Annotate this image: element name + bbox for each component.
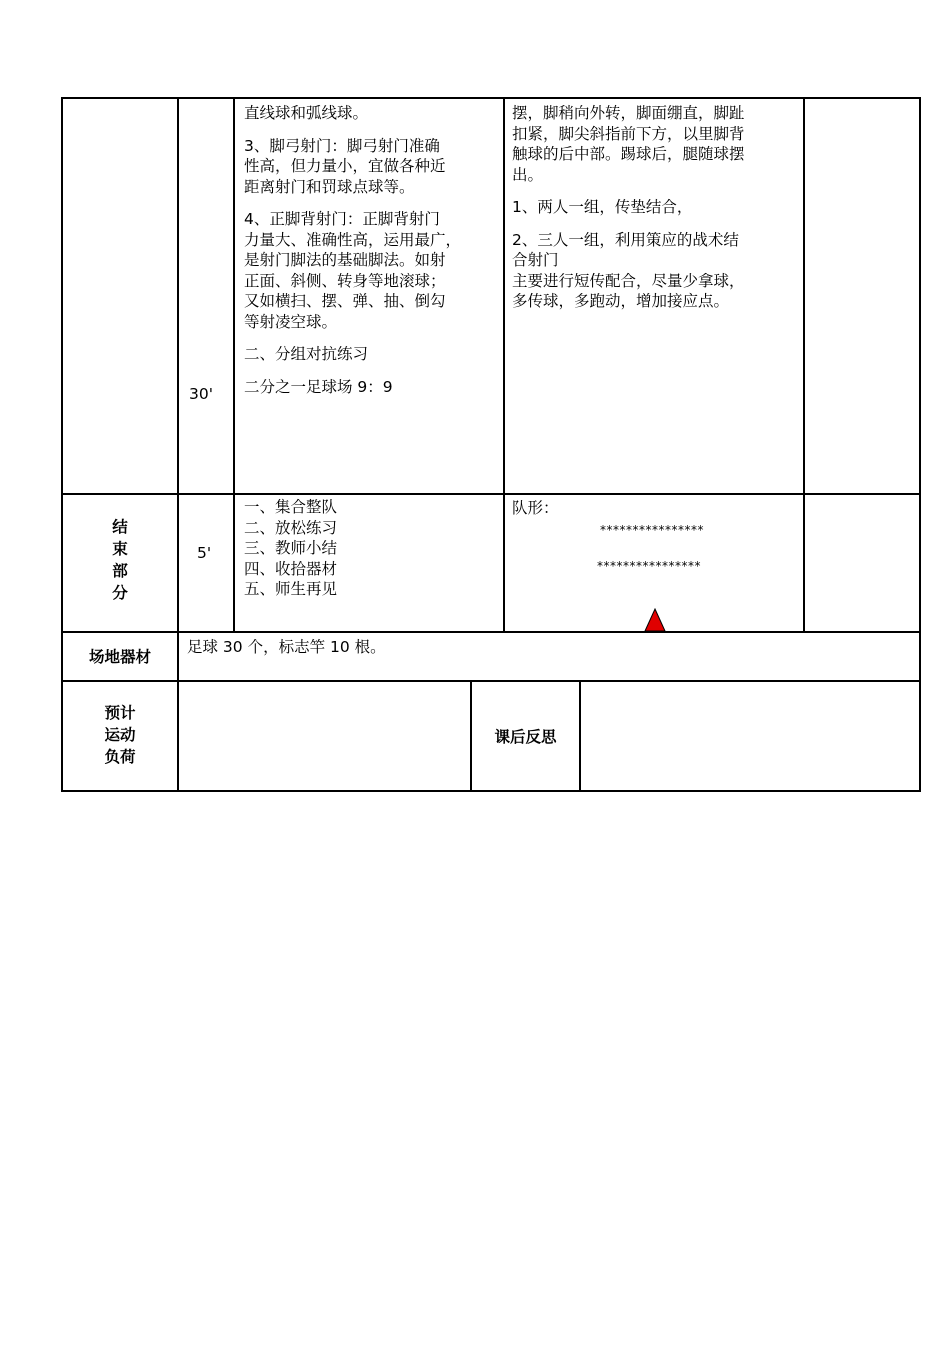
ending-item: 四、收拾器材 <box>244 559 338 578</box>
grid-line <box>919 97 921 792</box>
grid-line <box>579 680 581 792</box>
content-line: 距离射门和罚球点球等。 <box>244 177 415 196</box>
content-line: 二、分组对抗练习 <box>244 345 369 363</box>
ending-item: 五、师生再见 <box>244 580 338 598</box>
grid-line <box>61 97 63 792</box>
content-line: 又如横扫、摆、弹、抽、倒勾 <box>244 292 446 310</box>
grid-line <box>803 97 805 633</box>
method-line: 主要进行短传配合，尽量少拿球， <box>512 271 745 290</box>
load-label-line: 负荷 <box>104 748 136 766</box>
method-line: 扣紧，脚尖斜指前下方，以里脚背 <box>512 124 745 143</box>
formation-row: **************** <box>597 559 701 573</box>
ending-part-items <box>244 497 337 600</box>
method-line: 1、两人一组，传垫结合， <box>512 198 693 216</box>
main-part-content <box>244 103 461 397</box>
formation-label: 队形： <box>512 499 559 517</box>
method-line: 摆，脚稍向外转，脚面绷直，脚趾 <box>512 104 745 122</box>
load-label-line: 预计 <box>104 704 136 722</box>
content-line: 直线球和弧线球。 <box>244 104 369 122</box>
grid-line <box>61 97 921 99</box>
content-line: 正面、斜侧、转身等地滚球； <box>244 271 446 290</box>
load-label-line: 运动 <box>104 726 136 744</box>
grid-line <box>61 790 921 792</box>
content-line: 等射凌空球。 <box>244 312 338 331</box>
method-line: 合射门 <box>512 251 559 269</box>
method-line: 2、三人一组，利用策应的战术结 <box>512 230 739 249</box>
ending-part-duration: 5' <box>197 544 212 562</box>
method-line: 出。 <box>512 165 544 184</box>
formation-row: **************** <box>600 523 704 537</box>
ending-item: 一、集合整队 <box>244 498 338 516</box>
ending-item: 三、教师小结 <box>244 539 338 557</box>
teacher-triangle-icon <box>644 608 666 632</box>
main-part-duration: 30' <box>189 385 213 403</box>
grid-line <box>233 97 235 633</box>
label-char: 束 <box>112 540 128 558</box>
grid-line <box>61 631 921 633</box>
reflection-label: 课后反思 <box>494 728 557 746</box>
grid-line <box>61 493 921 495</box>
main-part-method <box>512 103 745 312</box>
grid-line <box>177 97 179 792</box>
content-line: 力量大、准确性高，运用最广， <box>244 230 462 249</box>
method-line: 触球的后中部。踢球后，腿随球摆 <box>512 145 745 163</box>
ending-part-label <box>63 516 177 604</box>
grid-line <box>503 97 505 633</box>
grid-line <box>61 680 921 682</box>
label-char: 分 <box>112 584 128 602</box>
ending-item: 二、放松练习 <box>244 518 338 537</box>
equipment-label: 场地器材 <box>88 648 151 666</box>
content-line: 性高，但力量小，宜做各种近 <box>244 157 446 175</box>
method-line: 多传球，多跑动，增加接应点。 <box>512 292 730 310</box>
label-char: 部 <box>112 562 128 580</box>
content-line: 二分之一足球场 9：9 <box>244 377 393 396</box>
label-char: 结 <box>112 518 128 536</box>
equipment-value: 足球 30 个，标志竿 10 根。 <box>187 638 386 656</box>
content-line: 4、正脚背射门：正脚背射门 <box>244 210 440 228</box>
content-line: 是射门脚法的基础脚法。如射 <box>244 251 446 269</box>
content-line: 3、脚弓射门：脚弓射门准确 <box>244 136 440 155</box>
load-label <box>63 702 177 768</box>
